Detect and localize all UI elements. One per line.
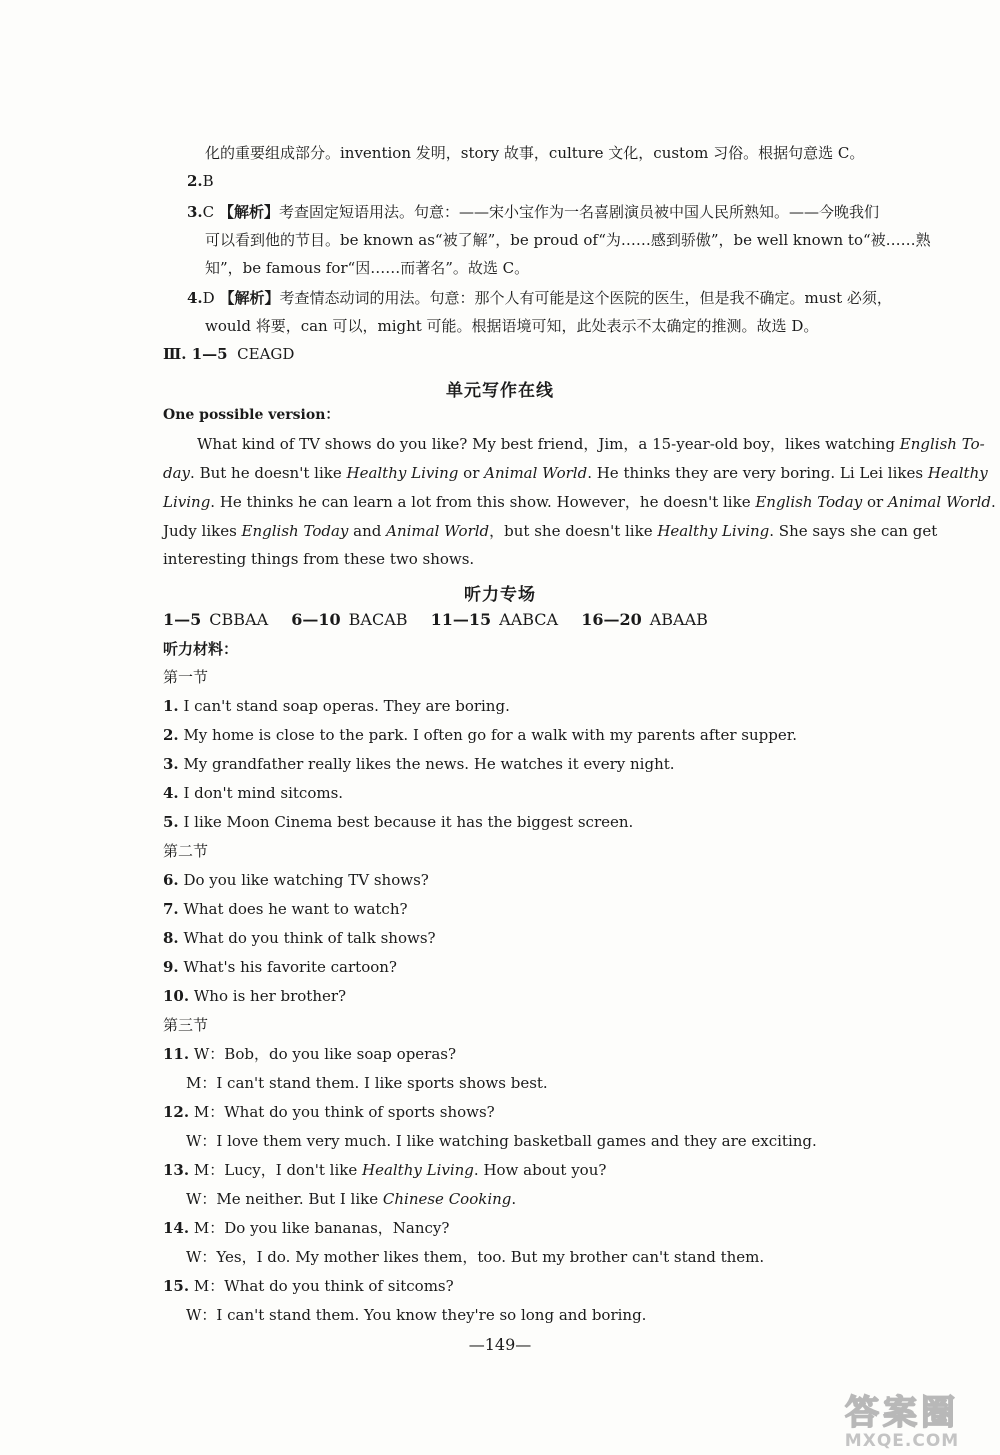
- section-3-answers: [163, 343, 294, 365]
- dialogue-line: W：Yes，I do. My mother likes them，too. But my brother can't stand them.: [186, 1248, 765, 1266]
- list-item: 5. I like Moon Cinema best because it has the biggest screen.: [163, 813, 634, 831]
- dialogue-line: M：I can't stand them. I like sports shows best.: [186, 1074, 548, 1092]
- answer-range: 1—5: [163, 610, 202, 629]
- answer-string: BACAB: [348, 610, 408, 629]
- text-line: would 将要，can 可以，might 可能。根据语境可知，此处表示不太确定的推测。故选 D。: [205, 317, 819, 335]
- list-item: 7. What does he want to watch?: [163, 900, 408, 918]
- essay-line: day. But he doesn't like Healthy Living or Animal World. He thinks they are very boring. Li Lei likes Healthy: [163, 464, 988, 482]
- essay-line: Judy likes English Today and Animal World，but she doesn't like Healthy Living. She says she can get: [163, 522, 938, 540]
- answer-string: CBBAA: [209, 610, 269, 629]
- dialogue-line: W：Me neither. But I like Chinese Cooking.: [186, 1190, 517, 1208]
- dialogue-line: 15. M：What do you think of sitcoms?: [163, 1277, 454, 1295]
- analysis-text: 考查固定短语用法。句意：——宋小宝作为一名喜剧演员被中国人民所熟知。——今晚我们: [278, 203, 879, 221]
- answer-letter: D: [202, 289, 215, 307]
- dialogue-line: 12. M：What do you think of sports shows?: [163, 1103, 495, 1121]
- material-label: 听力材料：: [163, 640, 239, 658]
- answer-string: ABAAB: [649, 610, 708, 629]
- listening-answers: [163, 609, 726, 631]
- dialogue-line: 13. M：Lucy，I don't like Healthy Living. How about you?: [163, 1161, 607, 1179]
- section-heading: 第三节: [163, 1016, 209, 1034]
- dialogue-line: 11. W：Bob，do you like soap operas?: [163, 1045, 457, 1063]
- list-item: 2. My home is close to the park. I often go for a walk with my parents after supper.: [163, 726, 798, 744]
- essay-line: What kind of TV shows do you like? My best friend，Jim，a 15-year-old boy，likes watching English To-: [197, 435, 985, 453]
- writing-title: 单元写作在线: [446, 381, 554, 401]
- list-item: 6. Do you like watching TV shows?: [163, 871, 429, 889]
- question-number: 3.: [187, 203, 203, 221]
- list-item: 9. What's his favorite cartoon?: [163, 958, 397, 976]
- watermark-logo: [815, 1388, 990, 1450]
- analysis-text: 考查情态动词的用法。句意：那个人有可能是这个医院的医生，但是我不确定。must 必须，: [279, 289, 892, 307]
- answer-range: 11—15: [430, 610, 492, 629]
- dialogue-line: W：I love them very much. I like watching basketball games and they are exciting.: [186, 1132, 817, 1150]
- list-item: 4. I don't mind sitcoms.: [163, 784, 344, 802]
- answer-range: 6—10: [291, 610, 341, 629]
- list-item: 3. My grandfather really likes the news. He watches it every night.: [163, 755, 675, 773]
- answer-string: CEAGD: [237, 345, 295, 363]
- answer-2: [187, 170, 214, 192]
- section-heading: 第二节: [163, 842, 209, 860]
- answer-string: AABCA: [499, 610, 559, 629]
- text-line: 化的重要组成部分。invention 发明，story 故事，culture 文化，custom 习俗。根据句意选 C。: [205, 144, 865, 162]
- question-number: 2.: [187, 172, 203, 190]
- analysis-tag: 【解析】: [218, 203, 279, 221]
- text-line: 知”，be famous for“因……而著名”。故选 C。: [205, 259, 530, 277]
- analysis-tag: 【解析】: [219, 289, 280, 307]
- question-number: 4.: [187, 289, 203, 307]
- svg-text:答案圈: 答案圈: [845, 1393, 959, 1433]
- section-label: Ⅲ. 1—5: [163, 345, 228, 363]
- text-line: 可以看到他的节目。be known as“被了解”，be proud of“为……感到骄傲”，be well known to“被……熟: [205, 231, 931, 249]
- dialogue-line: 14. M：Do you like bananas，Nancy?: [163, 1219, 450, 1237]
- list-item: 1. I can't stand soap operas. They are boring.: [163, 697, 510, 715]
- list-item: 8. What do you think of talk shows?: [163, 929, 436, 947]
- version-label: One possible version：: [163, 407, 340, 423]
- essay-line: Living. He thinks he can learn a lot from this show. However，he doesn't like English Today or Animal World.: [163, 493, 996, 511]
- answer-range: 16—20: [581, 610, 642, 629]
- dialogue-line: W：I can't stand them. You know they're so long and boring.: [186, 1306, 647, 1324]
- list-item: 10. Who is her brother?: [163, 987, 347, 1005]
- svg-text:MXQE.COM: MXQE.COM: [844, 1431, 960, 1450]
- page-number: —149—: [468, 1335, 532, 1354]
- section-heading: 第一节: [163, 668, 209, 686]
- answer-letter: C: [202, 203, 215, 221]
- answer-4: [187, 287, 892, 309]
- essay-line: interesting things from these two shows.: [163, 550, 475, 568]
- answer-letter: B: [202, 172, 214, 190]
- answer-3: [187, 201, 879, 223]
- listening-title: 听力专场: [464, 585, 536, 605]
